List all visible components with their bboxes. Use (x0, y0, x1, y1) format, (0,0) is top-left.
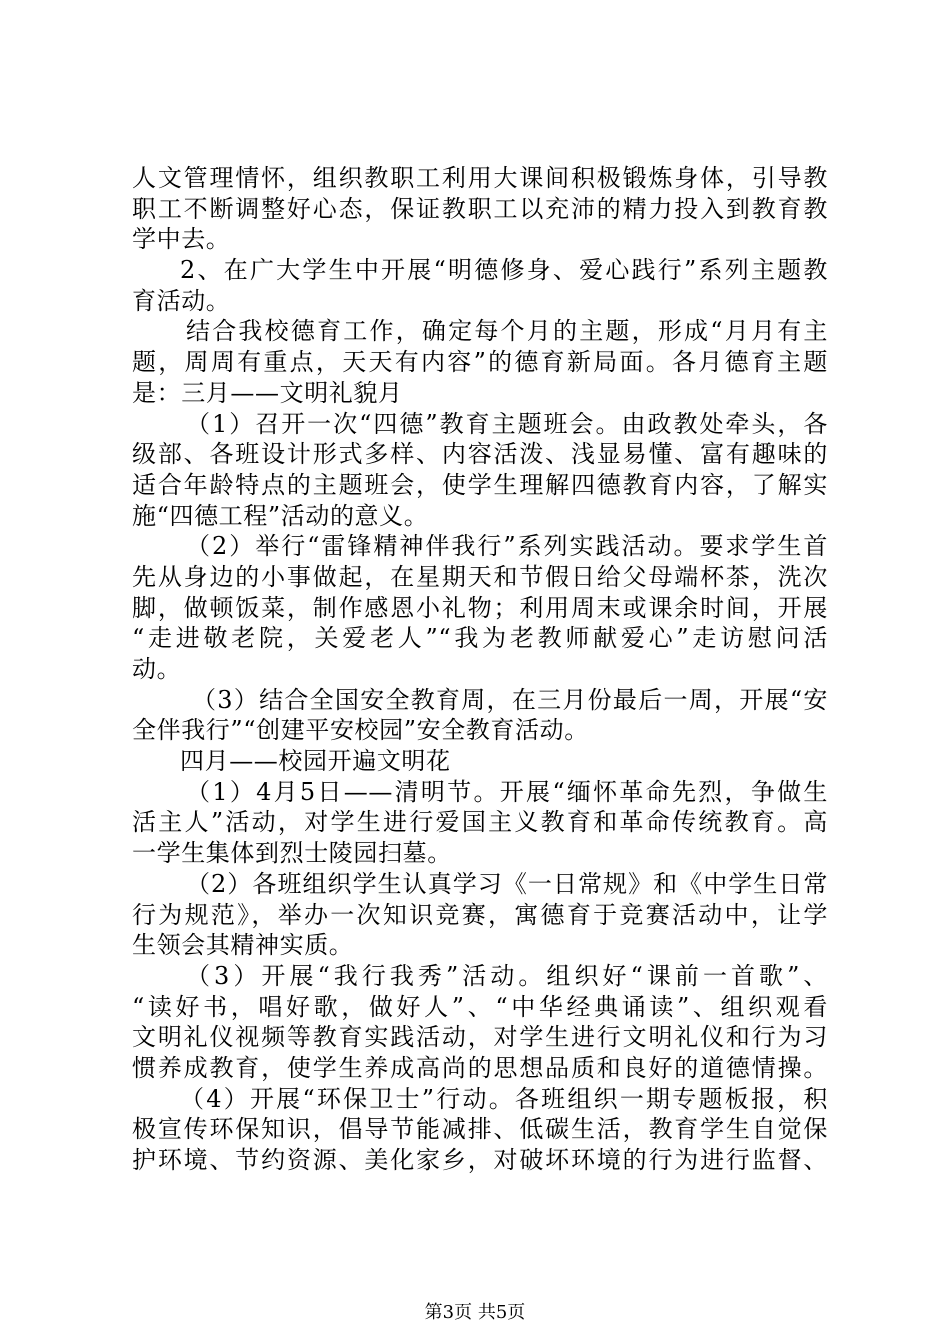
text-line: （2）各班组织学生认真学习《一日常规》和《中学生日常 (186, 869, 828, 898)
text-line: 学中去。 (132, 225, 231, 254)
text-line: 脚，做顿饭菜，制作感恩小礼物；利用周末或课余时间，开展 (132, 593, 828, 622)
text-line: 动。 (132, 655, 182, 683)
text-line: 全伴我行”“创建平安校园”安全教育活动。 (132, 716, 589, 745)
text-line: （2）举行“雷锋精神伴我行”系列实践活动。要求学生首 (186, 532, 828, 561)
text-line: 施“四德工程”活动的意义。 (132, 501, 429, 530)
text-line: （3）开展“我行我秀”活动。组织好“课前一首歌”、 (186, 961, 828, 990)
text-line: 护环境、节约资源、美化家乡，对破坏环境的行为进行监督、 (132, 1146, 828, 1174)
text-line: 是：三月——文明礼貌月 (132, 378, 403, 407)
text-line: “走进敬老院，关爱老人”“我为老教师献爱心”走访慰问活 (132, 624, 828, 653)
text-line: 适合年龄特点的主题班会，使学生理解四德教育内容，了解实 (132, 470, 828, 499)
text-line: （4）开展“环保卫士”行动。各班组织一期专题板报，积 (180, 1084, 828, 1113)
document-body (132, 163, 828, 1176)
text-line: 惯养成教育，使学生养成高尚的思想品质和良好的道德情操。 (132, 1053, 828, 1082)
text-line: （1）4月5日——清明节。开展“缅怀革命先烈，争做生 (186, 777, 828, 806)
text-line: 题，周周有重点，天天有内容”的德育新局面。各月德育主题 (132, 348, 828, 377)
text-line: 四月——校园开遍文明花 (180, 747, 451, 776)
text-line: “读好书，唱好歌，做好人”、“中华经典诵读”、组织观看 (132, 992, 828, 1021)
text-line: 人文管理情怀，组织教职工利用大课间积极锻炼身体，引导教 (132, 164, 828, 192)
text-line: 2、在广大学生中开展“明德修身、爱心践行”系列主题教 (180, 256, 828, 285)
page-footer: 第3页 共5页 (424, 1302, 526, 1323)
text-line: 职工不断调整好心态，保证教职工以充沛的精力投入到教育教 (132, 194, 828, 223)
text-line: 育活动。 (132, 286, 231, 315)
text-line: 级部、各班设计形式多样、内容活泼、浅显易懂、富有趣味的 (132, 440, 828, 469)
text-line: 文明礼仪视频等教育实践活动，对学生进行文明礼仪和行为习 (132, 1023, 828, 1052)
text-line: 一学生集体到烈士陵园扫墓。 (132, 839, 452, 868)
text-line: 极宣传环保知识，倡导节能减排、低碳生活，教育学生自觉保 (132, 1115, 828, 1144)
text-line: 活主人”活动，对学生进行爱国主义教育和革命传统教育。高 (132, 808, 828, 837)
text-line: （3）结合全国安全教育周，在三月份最后一周，开展“安 (192, 685, 828, 714)
text-line: 结合我校德育工作，确定每个月的主题，形成“月月有主 (186, 317, 828, 346)
text-line: 先从身边的小事做起，在星期天和节假日给父母端杯茶，洗次 (132, 562, 828, 591)
text-line: （1）召开一次“四德”教育主题班会。由政教处牵头，各 (186, 409, 828, 438)
text-line: 生领会其精神实质。 (132, 931, 354, 960)
text-line: 行为规范》，举办一次知识竞赛，寓德育于竞赛活动中，让学 (132, 900, 828, 929)
